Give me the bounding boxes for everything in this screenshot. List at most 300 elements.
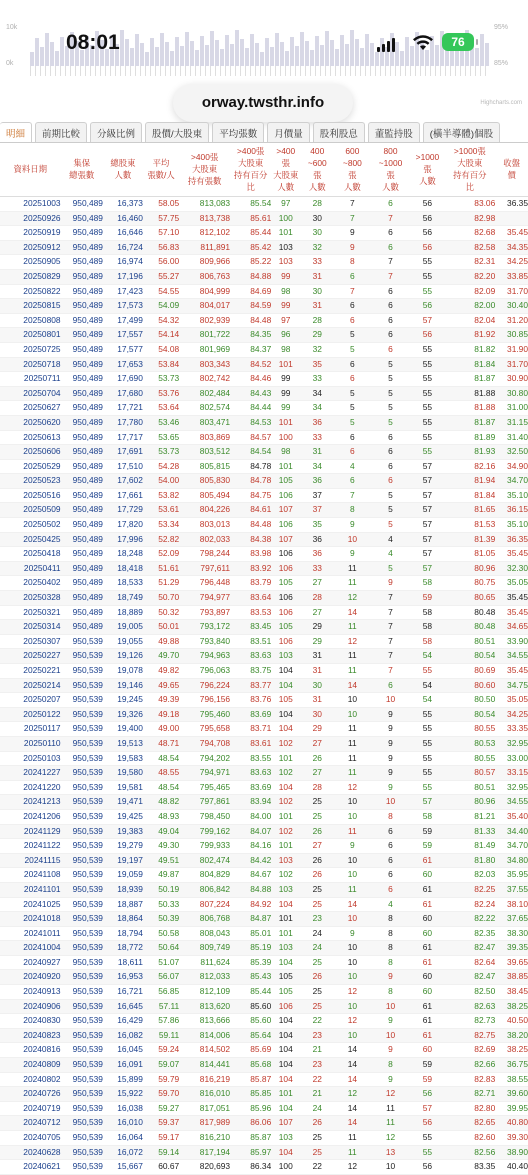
table-cell: 61 <box>410 882 444 897</box>
table-cell: 18,889 <box>103 605 143 620</box>
table-cell: 16,724 <box>103 240 143 255</box>
table-cell: 796,063 <box>179 664 230 679</box>
table-cell: 950,489 <box>61 269 103 284</box>
table-cell: 85.22 <box>230 255 271 270</box>
tab-4[interactable]: 平均張數 <box>212 122 264 142</box>
battery-icon: 76 <box>442 33 474 51</box>
table-row <box>0 518 528 533</box>
table-cell: 54.09 <box>143 299 179 314</box>
table-cell: 81.49 <box>444 839 495 854</box>
table-cell: 55 <box>410 386 444 401</box>
table-cell: 31.00 <box>495 401 528 416</box>
table-cell: 57 <box>410 547 444 562</box>
table-row <box>0 824 528 839</box>
table-cell: 19,245 <box>103 693 143 708</box>
table-cell: 82.63 <box>444 999 495 1014</box>
column-header[interactable]: >1000張 大股東 持有百分 比 <box>444 142 495 197</box>
table-cell: 34.35 <box>495 240 528 255</box>
column-header[interactable]: 400 ~600 張 人數 <box>300 142 334 197</box>
table-cell: 30 <box>300 284 334 299</box>
table-cell: 10 <box>334 809 370 824</box>
table-cell: 102 <box>271 795 300 810</box>
table-row <box>0 532 528 547</box>
table-cell: 38.20 <box>495 1028 528 1043</box>
table-cell: 85.97 <box>230 1145 271 1160</box>
table-cell: 20250815 <box>0 299 61 314</box>
table-cell: 11 <box>334 766 370 781</box>
table-cell: 56 <box>410 328 444 343</box>
table-cell: 20241227 <box>0 766 61 781</box>
table-cell: 54.00 <box>143 474 179 489</box>
table-cell: 18,248 <box>103 547 143 562</box>
table-cell: 6 <box>334 372 370 387</box>
table-cell: 8 <box>371 1058 411 1073</box>
table-cell: 802,484 <box>179 386 230 401</box>
table-cell: 99 <box>271 299 300 314</box>
column-header[interactable]: 資料日期 <box>0 142 61 197</box>
table-cell: 57 <box>410 474 444 489</box>
table-cell: 49.82 <box>143 664 179 679</box>
table-cell: 34.65 <box>495 620 528 635</box>
table-cell: 18,794 <box>103 926 143 941</box>
table-cell: 950,489 <box>61 386 103 401</box>
table-cell: 10 <box>371 693 411 708</box>
table-cell: 12 <box>334 780 370 795</box>
table-cell: 32.95 <box>495 780 528 795</box>
table-cell: 80.51 <box>444 780 495 795</box>
table-row <box>0 1131 528 1146</box>
table-cell: 950,489 <box>61 620 103 635</box>
table-cell: 58 <box>410 605 444 620</box>
table-cell: 12 <box>334 985 370 1000</box>
table-cell: 804,999 <box>179 284 230 299</box>
table-cell: 17,690 <box>103 372 143 387</box>
table-cell: 798,450 <box>179 809 230 824</box>
table-cell: 805,815 <box>179 459 230 474</box>
table-cell: 20250613 <box>0 430 61 445</box>
table-cell: 80.48 <box>444 605 495 620</box>
table-cell: 950,489 <box>61 255 103 270</box>
table-cell: 49.51 <box>143 853 179 868</box>
table-cell: 31 <box>300 299 334 314</box>
table-cell: 32 <box>300 342 334 357</box>
table-cell: 950,489 <box>61 372 103 387</box>
table-cell: 20250214 <box>0 678 61 693</box>
table-cell: 20241213 <box>0 795 61 810</box>
table-cell: 16,460 <box>103 211 143 226</box>
table-cell: 25 <box>300 795 334 810</box>
table-cell: 103 <box>271 649 300 664</box>
table-cell: 805,494 <box>179 488 230 503</box>
table-cell: 9 <box>371 751 411 766</box>
table-cell: 84.78 <box>230 459 271 474</box>
table-cell: 16,082 <box>103 1028 143 1043</box>
table-row <box>0 415 528 430</box>
table-cell: 49.88 <box>143 634 179 649</box>
table-cell: 9 <box>334 926 370 941</box>
table-cell: 82.35 <box>444 926 495 941</box>
table-cell: 85.44 <box>230 985 271 1000</box>
tab-2[interactable]: 分級比例 <box>90 122 142 142</box>
table-cell: 20250627 <box>0 401 61 416</box>
table-cell: 59 <box>410 824 444 839</box>
table-cell: 950,539 <box>61 853 103 868</box>
table-cell: 17,423 <box>103 284 143 299</box>
table-cell: 59.14 <box>143 1145 179 1160</box>
tab-8[interactable]: (橫半導體)個股 <box>423 122 500 142</box>
table-cell: 48.54 <box>143 780 179 795</box>
table-cell: 39.35 <box>495 941 528 956</box>
table-cell: 24 <box>300 926 334 941</box>
table-cell: 20241115 <box>0 853 61 868</box>
table-cell: 797,611 <box>179 561 230 576</box>
table-cell: 29 <box>300 620 334 635</box>
table-cell: 22 <box>300 1072 334 1087</box>
table-cell: 16,373 <box>103 197 143 212</box>
table-cell: 8 <box>371 941 411 956</box>
table-cell: 20251003 <box>0 197 61 212</box>
column-header[interactable]: >400 張 大股東 人數 <box>271 142 300 197</box>
table-cell: 950,489 <box>61 226 103 241</box>
table-cell: 10 <box>334 532 370 547</box>
table-cell: 84.48 <box>230 313 271 328</box>
table-cell: 27 <box>300 839 334 854</box>
table-row <box>0 342 528 357</box>
table-cell: 81.05 <box>444 547 495 562</box>
table-cell: 6 <box>334 445 370 460</box>
table-cell: 8 <box>371 912 411 927</box>
table-cell: 81.80 <box>444 853 495 868</box>
table-cell: 33 <box>300 561 334 576</box>
table-cell: 18,418 <box>103 561 143 576</box>
x-axis-labels <box>30 66 490 76</box>
table-cell: 35.05 <box>495 576 528 591</box>
table-cell: 56 <box>410 211 444 226</box>
table-cell: 950,539 <box>61 1160 103 1175</box>
table-cell: 53.61 <box>143 503 179 518</box>
table-cell: 82.20 <box>444 269 495 284</box>
table-cell: 105 <box>271 985 300 1000</box>
table-cell: 84.88 <box>230 882 271 897</box>
table-cell: 17,653 <box>103 357 143 372</box>
table-cell: 81.84 <box>444 357 495 372</box>
table-cell: 9 <box>371 780 411 795</box>
address-bar[interactable]: orway.twsthr.info <box>173 84 353 122</box>
table-cell: 32.95 <box>495 736 528 751</box>
table-row <box>0 269 528 284</box>
table-cell: 20240712 <box>0 1116 61 1131</box>
table-cell: 81.53 <box>444 518 495 533</box>
table-cell: 950,539 <box>61 1131 103 1146</box>
table-cell: 14 <box>334 1072 370 1087</box>
table-cell: 80.54 <box>444 649 495 664</box>
table-cell: 794,971 <box>179 766 230 781</box>
table-cell: 59.27 <box>143 1101 179 1116</box>
column-header[interactable]: >400張 大股東 持有張數 <box>179 142 230 197</box>
table-cell: 49.87 <box>143 868 179 883</box>
table-cell: 19,197 <box>103 853 143 868</box>
table-cell: 83.69 <box>230 780 271 795</box>
column-header[interactable]: 收盤 價 <box>495 142 528 197</box>
table-cell: 12 <box>371 1087 411 1102</box>
table-cell: 84.43 <box>230 386 271 401</box>
table-cell: 12 <box>334 1160 370 1175</box>
table-cell: 950,539 <box>61 809 103 824</box>
table-cell: 813,666 <box>179 1014 230 1029</box>
table-cell: 20241018 <box>0 912 61 927</box>
table-cell: 19,583 <box>103 751 143 766</box>
table-cell: 7 <box>371 211 411 226</box>
column-header[interactable]: >400張 大股東 持有百分 比 <box>230 142 271 197</box>
table-cell: 4 <box>334 459 370 474</box>
table-cell: 20241025 <box>0 897 61 912</box>
table-cell: 55 <box>410 751 444 766</box>
table-cell: 950,539 <box>61 722 103 737</box>
table-cell: 4 <box>371 547 411 562</box>
table-cell: 33.90 <box>495 634 528 649</box>
column-header[interactable]: >1000 張 人數 <box>410 142 444 197</box>
table-cell: 5 <box>371 386 411 401</box>
tab-5[interactable]: 月價量 <box>267 122 310 142</box>
table-cell: 80.48 <box>444 620 495 635</box>
table-cell: 38.30 <box>495 926 528 941</box>
table-cell: 31 <box>300 649 334 664</box>
table-cell: 81.65 <box>444 503 495 518</box>
table-cell: 10 <box>334 912 370 927</box>
table-cell: 55 <box>410 342 444 357</box>
table-cell: 17,573 <box>103 299 143 314</box>
table-cell: 28 <box>300 591 334 606</box>
tab-6[interactable]: 股利股息 <box>313 122 365 142</box>
table-cell: 82.64 <box>444 955 495 970</box>
table-cell: 55 <box>410 430 444 445</box>
table-cell: 35 <box>300 357 334 372</box>
table-cell: 82.83 <box>444 1072 495 1087</box>
table-cell: 20250711 <box>0 372 61 387</box>
table-cell: 82.58 <box>444 240 495 255</box>
table-cell: 21 <box>300 1087 334 1102</box>
table-cell: 85.64 <box>230 1028 271 1043</box>
table-cell: 35.45 <box>495 605 528 620</box>
table-cell: 4 <box>371 897 411 912</box>
table-cell: 17,729 <box>103 503 143 518</box>
table-row <box>0 386 528 401</box>
table-cell: 18,939 <box>103 882 143 897</box>
table-cell: 950,539 <box>61 912 103 927</box>
table-row <box>0 255 528 270</box>
table-cell: 9 <box>371 1043 411 1058</box>
table-cell: 50.33 <box>143 897 179 912</box>
table-cell: 36.15 <box>495 503 528 518</box>
table-cell: 54 <box>410 693 444 708</box>
table-cell: 107 <box>271 503 300 518</box>
table-cell: 27 <box>300 766 334 781</box>
table-cell: 793,840 <box>179 634 230 649</box>
table-cell: 31.15 <box>495 415 528 430</box>
table-cell: 85.85 <box>230 1087 271 1102</box>
column-header[interactable]: 800 ~1000 張 人數 <box>371 142 411 197</box>
table-cell: 6 <box>371 445 411 460</box>
table-cell: 20250411 <box>0 561 61 576</box>
table-cell: 812,033 <box>179 970 230 985</box>
table-cell: 103 <box>271 1131 300 1146</box>
tab-1[interactable]: 前期比較 <box>35 122 87 142</box>
table-body <box>0 197 528 1175</box>
table-cell: 950,489 <box>61 211 103 226</box>
table-cell: 51.07 <box>143 955 179 970</box>
table-row <box>0 780 528 795</box>
table-cell: 38.85 <box>495 970 528 985</box>
column-header[interactable]: 總股東 人數 <box>103 142 143 197</box>
table-cell: 31 <box>300 269 334 284</box>
y-axis-label: 0k <box>6 60 14 67</box>
table-cell: 950,539 <box>61 751 103 766</box>
table-cell: 15,667 <box>103 1160 143 1175</box>
table-row <box>0 620 528 635</box>
table-cell: 950,539 <box>61 1028 103 1043</box>
table-cell: 104 <box>271 897 300 912</box>
table-row <box>0 970 528 985</box>
table-cell: 20250718 <box>0 357 61 372</box>
table-cell: 18,864 <box>103 912 143 927</box>
table-cell: 950,489 <box>61 488 103 503</box>
table-cell: 17,717 <box>103 430 143 445</box>
table-cell: 20240628 <box>0 1145 61 1160</box>
table-cell: 10 <box>334 853 370 868</box>
table-cell: 7 <box>334 197 370 212</box>
table-cell: 17,680 <box>103 386 143 401</box>
table-cell: 55 <box>410 357 444 372</box>
table-cell: 59.11 <box>143 1028 179 1043</box>
table-cell: 49.65 <box>143 678 179 693</box>
table-cell: 20241108 <box>0 868 61 883</box>
table-cell: 10 <box>371 1028 411 1043</box>
table-cell: 61 <box>410 999 444 1014</box>
table-cell: 80.55 <box>444 751 495 766</box>
table-cell: 9 <box>334 226 370 241</box>
table-cell: 31 <box>300 445 334 460</box>
table-cell: 50.70 <box>143 591 179 606</box>
table-cell: 30 <box>300 678 334 693</box>
table-cell: 20250207 <box>0 693 61 708</box>
table-row <box>0 795 528 810</box>
table-cell: 5 <box>371 488 411 503</box>
table-cell: 53.65 <box>143 430 179 445</box>
table-cell: 950,489 <box>61 474 103 489</box>
table-cell: 5 <box>371 401 411 416</box>
table-cell: 83.63 <box>230 766 271 781</box>
table-cell: 11 <box>334 736 370 751</box>
table-cell: 20250117 <box>0 722 61 737</box>
table-row <box>0 445 528 460</box>
table-cell: 10 <box>334 999 370 1014</box>
table-row <box>0 372 528 387</box>
table-cell: 81.39 <box>444 532 495 547</box>
table-cell: 59.79 <box>143 1072 179 1087</box>
table-cell: 61 <box>410 1028 444 1043</box>
table-cell: 10 <box>334 795 370 810</box>
table-cell: 50.58 <box>143 926 179 941</box>
table-cell: 16,038 <box>103 1101 143 1116</box>
table-cell: 84.54 <box>230 445 271 460</box>
column-header[interactable]: 集保 總張數 <box>61 142 103 197</box>
table-row <box>0 634 528 649</box>
table-cell: 34.55 <box>495 795 528 810</box>
column-header[interactable]: 600 ~800 張 人數 <box>334 142 370 197</box>
table-cell: 85.87 <box>230 1072 271 1087</box>
tab-3[interactable]: 股價/大股東 <box>145 122 209 142</box>
table-row <box>0 853 528 868</box>
table-cell: 14 <box>334 897 370 912</box>
table-cell: 20250110 <box>0 736 61 751</box>
table-cell: 29 <box>300 722 334 737</box>
table-cell: 950,539 <box>61 678 103 693</box>
table-row <box>0 561 528 576</box>
table-cell: 9 <box>371 970 411 985</box>
table-cell: 11 <box>334 1131 370 1146</box>
table-cell: 950,489 <box>61 401 103 416</box>
table-cell: 35.45 <box>495 547 528 562</box>
table-cell: 10 <box>371 999 411 1014</box>
table-cell: 85.87 <box>230 1131 271 1146</box>
table-cell: 20241129 <box>0 824 61 839</box>
table-cell: 12 <box>371 1131 411 1146</box>
table-cell: 31.70 <box>495 284 528 299</box>
table-cell: 19,126 <box>103 649 143 664</box>
table-cell: 20250425 <box>0 532 61 547</box>
table-cell: 36.35 <box>495 197 528 212</box>
tab-7[interactable]: 董監持股 <box>368 122 420 142</box>
table-cell: 802,474 <box>179 853 230 868</box>
table-cell: 950,489 <box>61 459 103 474</box>
table-cell: 35.95 <box>495 868 528 883</box>
table-cell: 7 <box>371 591 411 606</box>
table-cell: 85.39 <box>230 955 271 970</box>
table-cell: 17,577 <box>103 342 143 357</box>
tab-0[interactable]: 明細 <box>0 122 32 142</box>
table-cell: 106 <box>271 547 300 562</box>
table-cell: 811,624 <box>179 955 230 970</box>
table-cell: 104 <box>271 955 300 970</box>
table-cell: 84.53 <box>230 415 271 430</box>
table-cell: 37 <box>300 488 334 503</box>
table-cell: 104 <box>271 664 300 679</box>
table-cell: 106 <box>271 561 300 576</box>
table-cell: 20241122 <box>0 839 61 854</box>
table-cell: 48.82 <box>143 795 179 810</box>
table-cell: 7 <box>371 634 411 649</box>
table-cell: 10 <box>334 941 370 956</box>
table-cell: 950,539 <box>61 1145 103 1160</box>
table-cell: 83.63 <box>230 649 271 664</box>
table-cell: 35.45 <box>495 591 528 606</box>
table-cell: 85.68 <box>230 1058 271 1073</box>
table-row <box>0 766 528 781</box>
table-cell: 82.22 <box>444 912 495 927</box>
table-cell: 10 <box>334 1028 370 1043</box>
table-cell: 83.92 <box>230 561 271 576</box>
table-cell: 7 <box>334 284 370 299</box>
table-cell: 20241101 <box>0 882 61 897</box>
table-cell: 5 <box>334 328 370 343</box>
table-cell: 950,539 <box>61 824 103 839</box>
table-cell: 35.45 <box>495 664 528 679</box>
column-header[interactable]: 平均 張數/人 <box>143 142 179 197</box>
table-cell: 101 <box>271 809 300 824</box>
table-cell: 950,489 <box>61 445 103 460</box>
table-row <box>0 284 528 299</box>
table-cell: 25 <box>300 809 334 824</box>
